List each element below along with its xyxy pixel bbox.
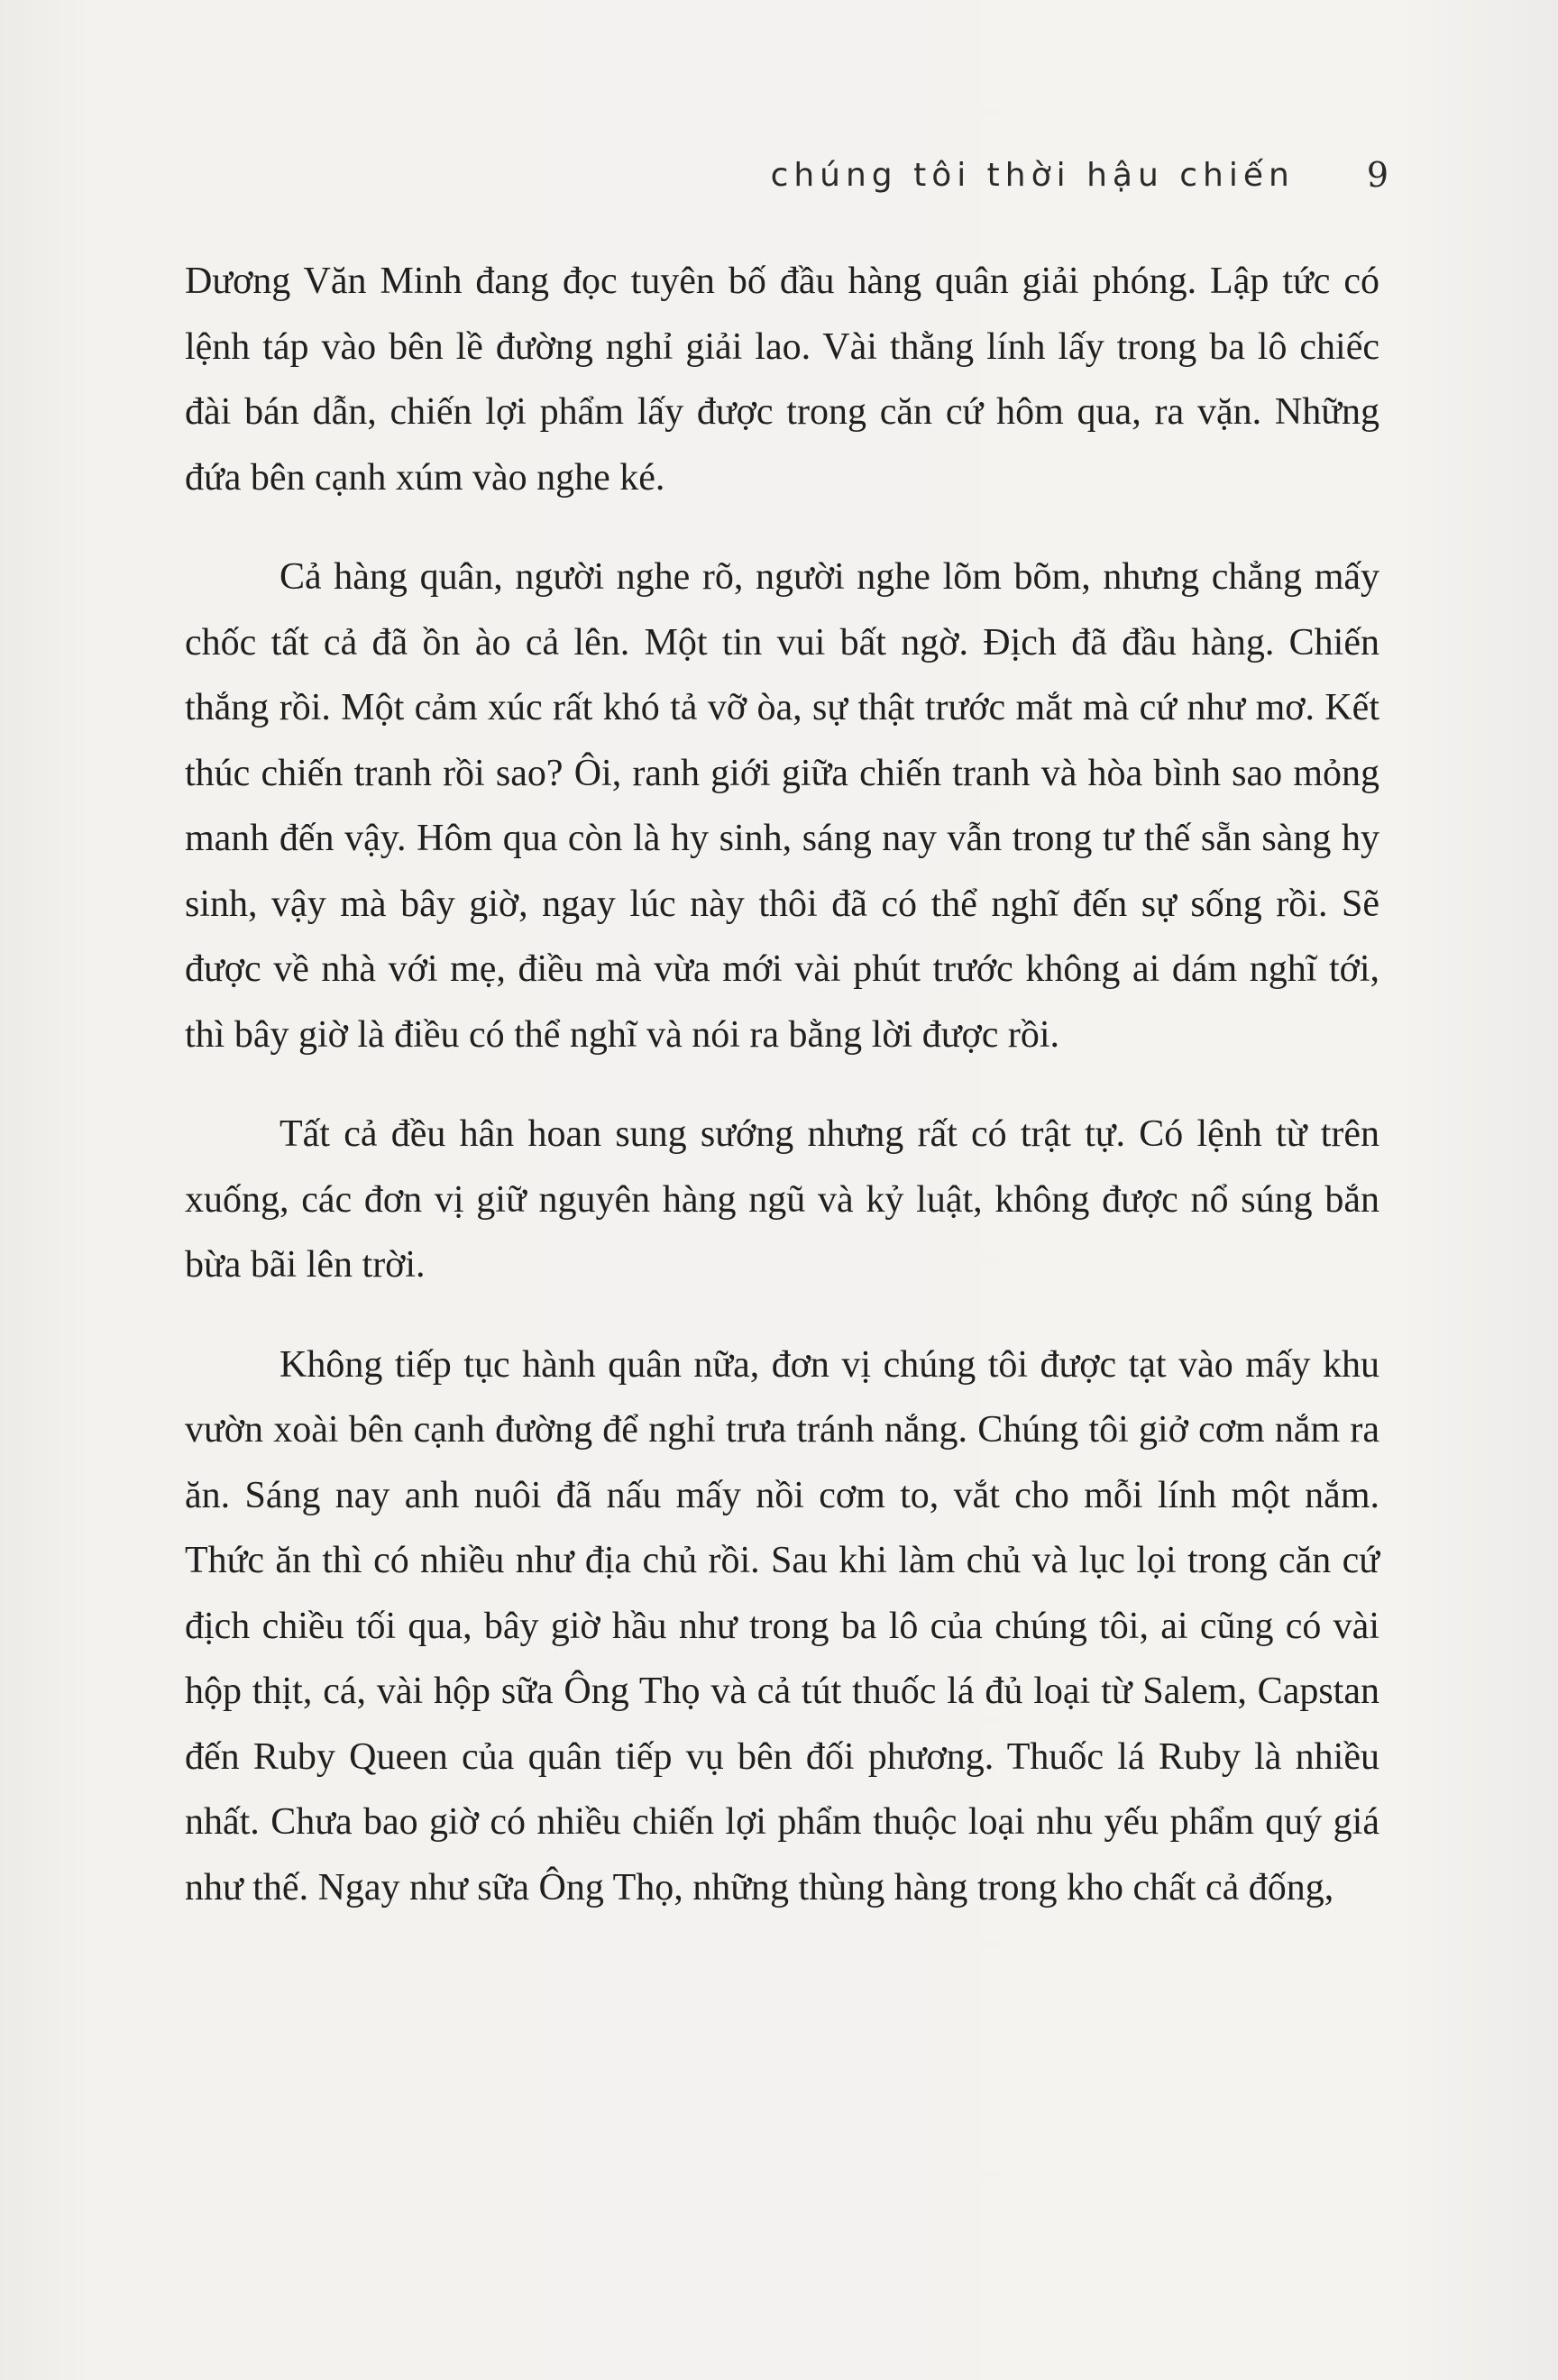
page-header: [703, 150, 1388, 200]
paragraph: Không tiếp tục hành quân nữa, đơn vị chúng tôi được tạt vào mấy khu vườn xoài bên cạnh đường để nghỉ trưa tránh nắng. Chúng tôi giở cơm nắm ra ăn. Sáng nay anh nuôi đã nấu mấy nồi cơm to, vắt cho mỗi lính một nắm. Thức ăn thì có nhiều như địa chủ rồi. Sau khi làm chủ và lục lọi trong căn cứ địch chiều tối qua, bây giờ hầu như trong ba lô của chúng tôi, ai cũng có vài hộp thịt, cá, vài hộp sữa Ông Thọ và cả tút thuốc lá đủ loại từ Salem, Capstan đến Ruby Queen của quân tiếp vụ bên đối phương. Thuốc lá Ruby là nhiều nhất. Chưa bao giờ có nhiều chiến lợi phẩm thuộc loại nhu yếu phẩm quý giá như thế. Ngay như sữa Ông Thọ, những thùng hàng trong kho chất cả đống,: [185, 1343, 1379, 1909]
paragraph: Tất cả đều hân hoan sung sướng nhưng rất có trật tự. Có lệnh từ trên xuống, các đơn vị giữ nguyên hàng ngũ và kỷ luật, không được nổ súng bắn bừa bãi lên trời.: [185, 1113, 1379, 1286]
running-title: chúng tôi thời hậu chiến: [770, 156, 1295, 194]
page-number: 9: [1366, 155, 1388, 195]
paragraph: Cả hàng quân, người nghe rõ, người nghe lõm bõm, nhưng chẳng mấy chốc tất cả đã ồn ào cả lên. Một tin vui bất ngờ. Địch đã đầu hàng. Chiến thắng rồi. Một cảm xúc rất khó tả vỡ òa, sự thật trước mắt mà cứ như mơ. Kết thúc chiến tranh rồi sao? Ôi, ranh giới giữa chiến tranh và hòa bình sao mỏng manh đến vậy. Hôm qua còn là hy sinh, sáng nay vẫn trong tư thế sẵn sàng hy sinh, vậy mà bây giờ, ngay lúc này thôi đã có thể nghĩ đến sự sống rồi. Sẽ được về nhà với mẹ, điều mà vừa mới vài phút trước không ai dám nghĩ tới, thì bây giờ là điều có thể nghĩ và nói ra bằng lời được rồi.: [185, 556, 1379, 1056]
body-text: [185, 249, 1379, 1954]
paragraph: Dương Văn Minh đang đọc tuyên bố đầu hàng quân giải phóng. Lập tức có lệnh táp vào bên lề đường nghỉ giải lao. Vài thằng lính lấy trong ba lô chiếc đài bán dẫn, chiến lợi phẩm lấy được trong căn cứ hôm qua, ra vặn. Những đứa bên cạnh xúm vào nghe ké.: [185, 261, 1379, 499]
